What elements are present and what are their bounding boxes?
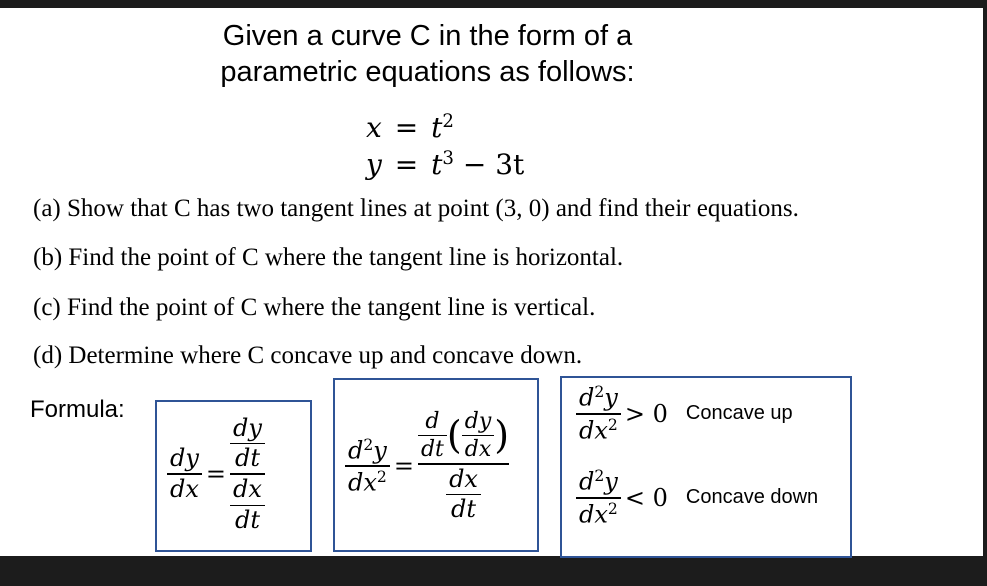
parametric-quotient: $\frac{\frac{dy}{dt}}{\frac{dx}{dt}}$ — [230, 416, 265, 533]
intro-line-2: parametric equations as follows: — [220, 56, 635, 88]
equals-sign: = — [205, 460, 227, 489]
first-derivative-box — [155, 400, 312, 552]
slide — [0, 8, 983, 556]
formula-label: Formula: — [30, 396, 125, 423]
dy-dx-fraction: $\frac{dy}{dx}$ — [167, 446, 202, 502]
second-derivative-quotient: $\frac{d}{dt}$ ( $\frac{dy}{dx}$ ) $\frac{dx}{dt}$ — [418, 410, 509, 523]
concavity-box — [560, 376, 852, 558]
intro-line-1: Given a curve C in the form of a — [222, 20, 633, 52]
concave-up-condition: $\frac{d^2y}{dx^2}$ > 0 Concave up — [576, 384, 793, 444]
question-d: (d) Determine where C concave up and concave down. — [33, 342, 583, 369]
equation-x: $x = t^2$ — [366, 111, 454, 144]
equals-sign: = — [393, 452, 414, 481]
question-c: (c) Find the point of C where the tangent line is vertical. — [33, 294, 596, 321]
d2y-dx2-fraction: $\frac{d^2y}{dx^2}$ — [345, 437, 390, 497]
concave-up-label: Concave up — [685, 402, 793, 425]
intro-text — [0, 18, 855, 90]
question-a: (a) Show that C has two tangent lines at point (3, 0) and find their equations. — [33, 195, 799, 222]
question-b: (b) Find the point of C where the tangent line is horizontal. — [33, 244, 624, 271]
concave-down-label: Concave down — [685, 486, 819, 509]
concave-down-condition: $\frac{d^2y}{dx^2}$ < 0 Concave down — [576, 468, 818, 528]
second-derivative-box — [333, 378, 539, 552]
equation-y: $y = t^3 - 3t$ — [366, 148, 525, 181]
